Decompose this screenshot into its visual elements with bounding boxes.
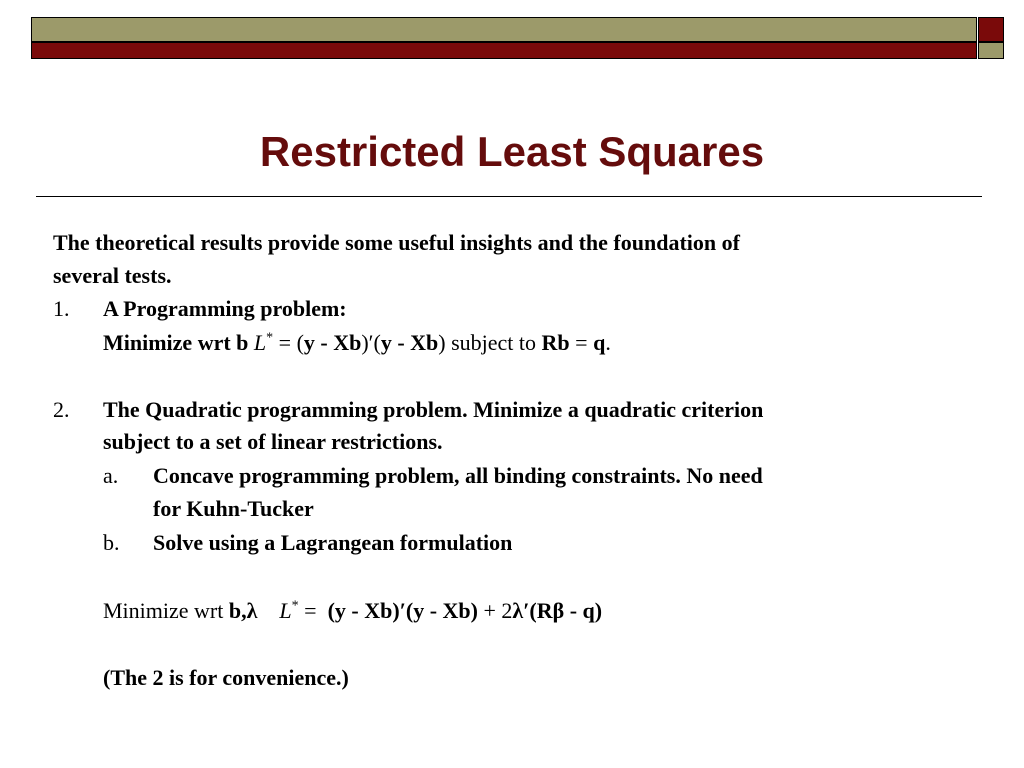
lagrange-prefix: Minimize wrt — [103, 598, 229, 623]
formula-prefix: Minimize wrt — [103, 330, 237, 355]
subitem-letter-a: a. — [103, 463, 119, 488]
lagrange-eq: = — [298, 598, 328, 623]
formula-end: . — [605, 330, 611, 355]
formula-eq2: = — [569, 330, 594, 355]
formula-L: L — [253, 330, 267, 355]
subitem-a-line-1: Concave programming problem, all binding constraints. No need — [153, 463, 763, 488]
item-1-formula — [103, 330, 611, 356]
subitem-b-line-1: Solve using a Lagrangean formulation — [153, 530, 513, 555]
formula-q: q — [593, 330, 606, 355]
slide-title: Restricted Least Squares — [259, 128, 765, 175]
formula-eq: = ( — [273, 330, 304, 355]
intro-line-1: The theoretical results provide some useful insights and the foundation of — [53, 230, 740, 255]
item-number-2: 2. — [53, 397, 70, 422]
convenience-note: (The 2 is for convenience.) — [103, 665, 349, 690]
header-square-olive — [978, 42, 1004, 59]
formula-star: * — [266, 330, 274, 346]
item-1-heading: A Programming problem: — [103, 296, 347, 321]
formula-Rb: Rb — [541, 330, 570, 355]
formula-p1: y - Xb — [303, 330, 362, 355]
header-square-maroon — [978, 17, 1004, 42]
lagrange-expr1: (y - Xb)′(y - Xb) — [327, 598, 478, 623]
lagrange-star: * — [291, 598, 299, 614]
title-divider — [36, 196, 982, 197]
lagrange-lambda: λ′ — [512, 598, 530, 623]
lagrange-expr2: (Rβ - q) — [529, 598, 603, 623]
formula-p4: ) subject to — [438, 330, 542, 355]
header-band-olive — [31, 17, 977, 42]
header-band-maroon — [31, 42, 977, 59]
intro-line-2: several tests. — [53, 263, 172, 288]
item-2-line-2: subject to a set of linear restrictions. — [103, 429, 443, 454]
subitem-letter-b: b. — [103, 530, 120, 555]
formula-b: b — [236, 330, 249, 355]
formula-p2: )′( — [361, 330, 381, 355]
lagrange-plus: + 2 — [477, 598, 513, 623]
item-2-line-1: The Quadratic programming problem. Minimize a quadratic criterion — [103, 397, 764, 422]
lagrange-vars: b,λ — [228, 598, 258, 623]
item-number-1: 1. — [53, 296, 70, 321]
lagrangean-formula — [103, 598, 602, 624]
subitem-a-line-2: for Kuhn-Tucker — [153, 496, 314, 521]
lagrange-L: L — [279, 598, 292, 623]
formula-p3: y - Xb — [380, 330, 439, 355]
